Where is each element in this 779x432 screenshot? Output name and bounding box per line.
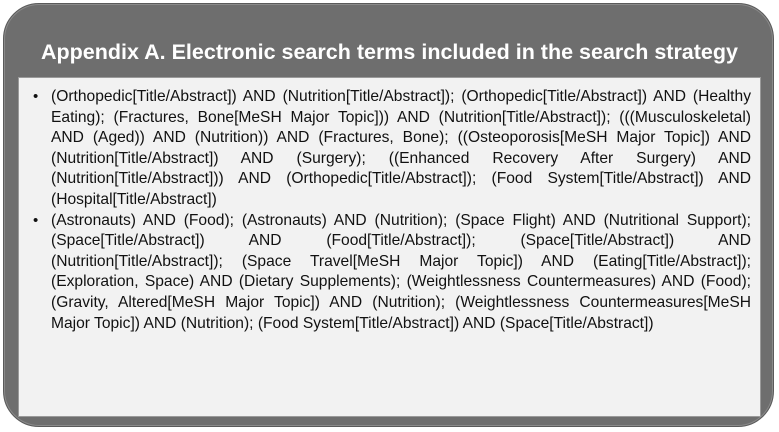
search-terms-panel <box>18 77 761 417</box>
appendix-title: Appendix A. Electronic search terms included in the search strategy <box>41 40 738 64</box>
list-item <box>33 87 751 211</box>
bullet-icon: • <box>33 88 39 105</box>
search-terms-orthopedic: (Orthopedic[Title/Abstract]) AND (Nutrition[Title/Abstract]); (Orthopedic[Title/Abstract]) AND (Healthy Eating); (Fractures, Bone[MeSH Major Topic])) AND (Nutrition[Title/Abstract]); (((Musculoskeletal) AND (Aged)) AND (Nutrition)) AND (Fractures, Bone); ((Osteoporosis[MeSH Major Topic]) AND (Nutrition[Title/Abstract]) AND (Surgery); ((Enhanced Recovery After Surgery) AND (Nutrition[Title/Abstract])) AND (Orthopedic[Title/Abstract]); (Food System[Title/Abstract]) AND (Hospital[Title/Abstract]) <box>51 88 751 208</box>
appendix-box <box>3 3 774 427</box>
search-terms-space: (Astronauts) AND (Food); (Astronauts) AND (Nutrition); (Space Flight) AND (Nutritional Support); (Space[Title/Abstract]) AND (Food[Title/Abstract]); (Space[Title/Abstract]) AND (Nutrition[Title/Abstract]); (Space Travel[MeSH Major Topic]) AND (Eating[Title/Abstract]); (Exploration, Space) AND (Dietary Supplements); (Weightlessness Countermeasures) AND (Food); (Gravity, Altered[MeSH Major Topic]) AND (Nutrition); (Weightlessness Countermeasures[MeSH Major Topic]) AND (Nutrition); (Food System[Title/Abstract]) AND (Space[Title/Abstract]) <box>51 211 751 332</box>
list-item <box>33 211 751 335</box>
search-terms-list <box>33 87 751 334</box>
bullet-icon: • <box>33 211 39 229</box>
